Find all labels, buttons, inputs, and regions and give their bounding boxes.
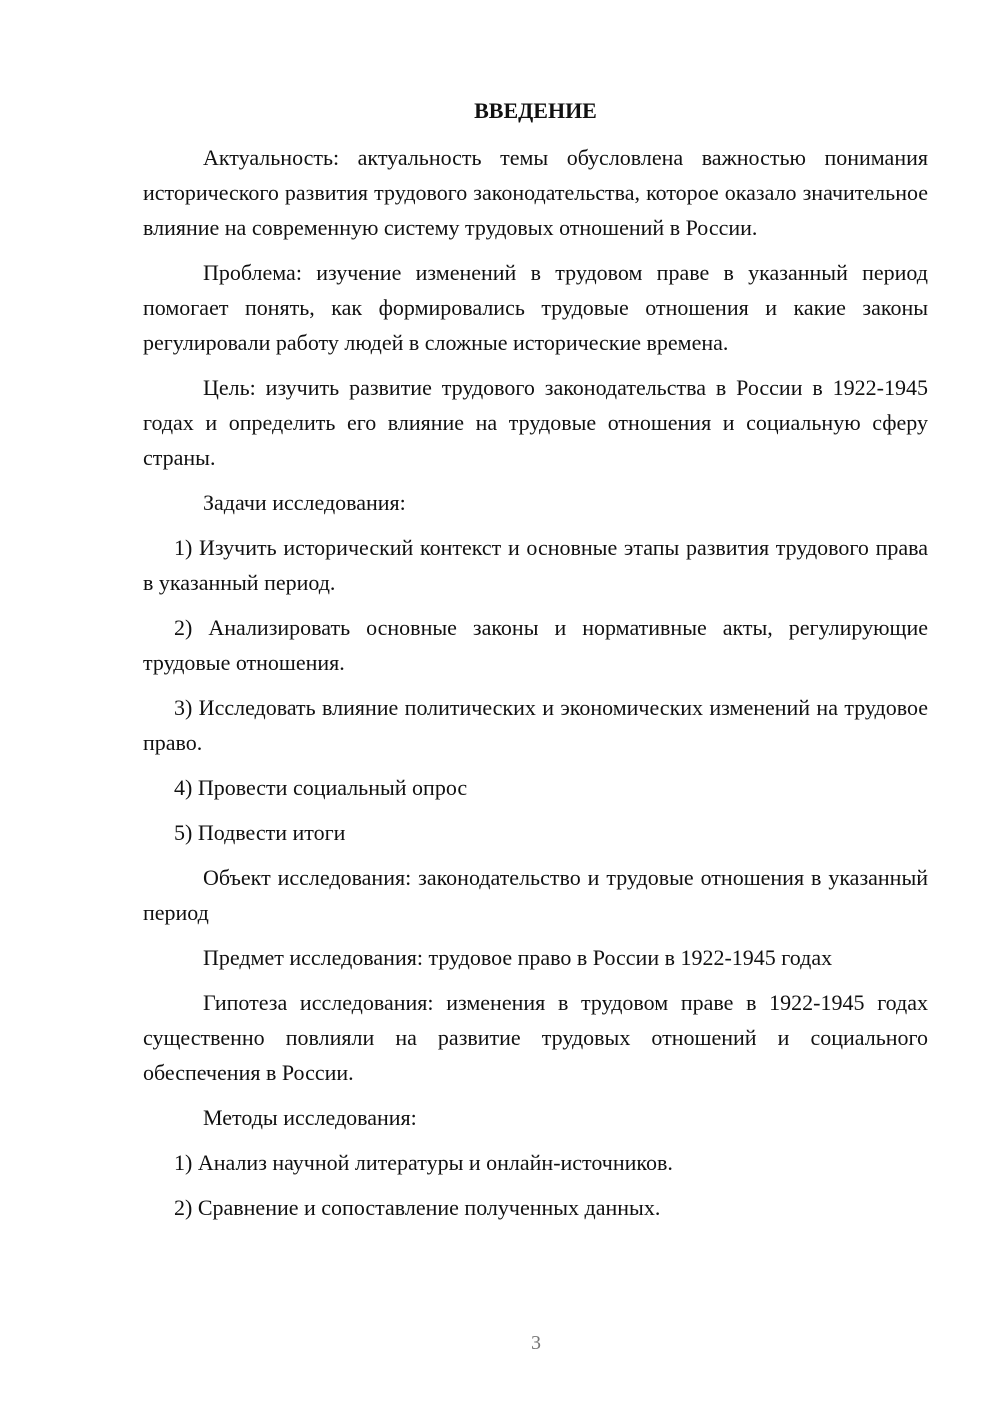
task-item-5: 5) Подвести итоги — [174, 820, 346, 845]
paragraph-hypothesis: Гипотеза исследования: изменения в трудовом праве в 1922-1945 годах существенно повлияли на развитие трудовых отношений и социального обеспечения в России. — [143, 990, 928, 1085]
tasks-heading: Задачи исследования: — [203, 490, 406, 515]
paragraph-relevance: Актуальность: актуальность темы обусловлена важностью понимания исторического развития трудового законодательства, которое оказало значительное влияние на современную систему трудовых отношений в России. — [143, 145, 928, 240]
paragraph-object: Объект исследования: законодательство и трудовые отношения в указанный период — [143, 865, 928, 925]
task-item-2: 2) Анализировать основные законы и нормативные акты, регулирующие трудовые отношения. — [143, 615, 928, 675]
paragraph-goal: Цель: изучить развитие трудового законодательства в России в 1922-1945 годах и определить его влияние на трудовые отношения и социальную сферу страны. — [143, 375, 928, 470]
section-heading: ВВЕДЕНИЕ — [474, 98, 597, 123]
page-content — [143, 96, 928, 1235]
task-item-4: 4) Провести социальный опрос — [174, 775, 468, 800]
task-item-1: 1) Изучить исторический контекст и основные этапы развития трудового права в указанный период. — [143, 535, 928, 595]
paragraph-problem: Проблема: изучение изменений в трудовом праве в указанный период помогает понять, как формировались трудовые отношения и какие законы регулировали работу людей в сложные исторические времена. — [143, 260, 928, 355]
method-item-2: 2) Сравнение и сопоставление полученных данных. — [174, 1195, 661, 1220]
paragraph-subject: Предмет исследования: трудовое право в России в 1922-1945 годах — [203, 945, 833, 970]
page-number: 3 — [531, 1332, 541, 1354]
method-item-1: 1) Анализ научной литературы и онлайн-источников. — [174, 1150, 673, 1175]
task-item-3: 3) Исследовать влияние политических и экономических изменений на трудовое право. — [143, 695, 928, 755]
methods-heading: Методы исследования: — [203, 1105, 417, 1130]
